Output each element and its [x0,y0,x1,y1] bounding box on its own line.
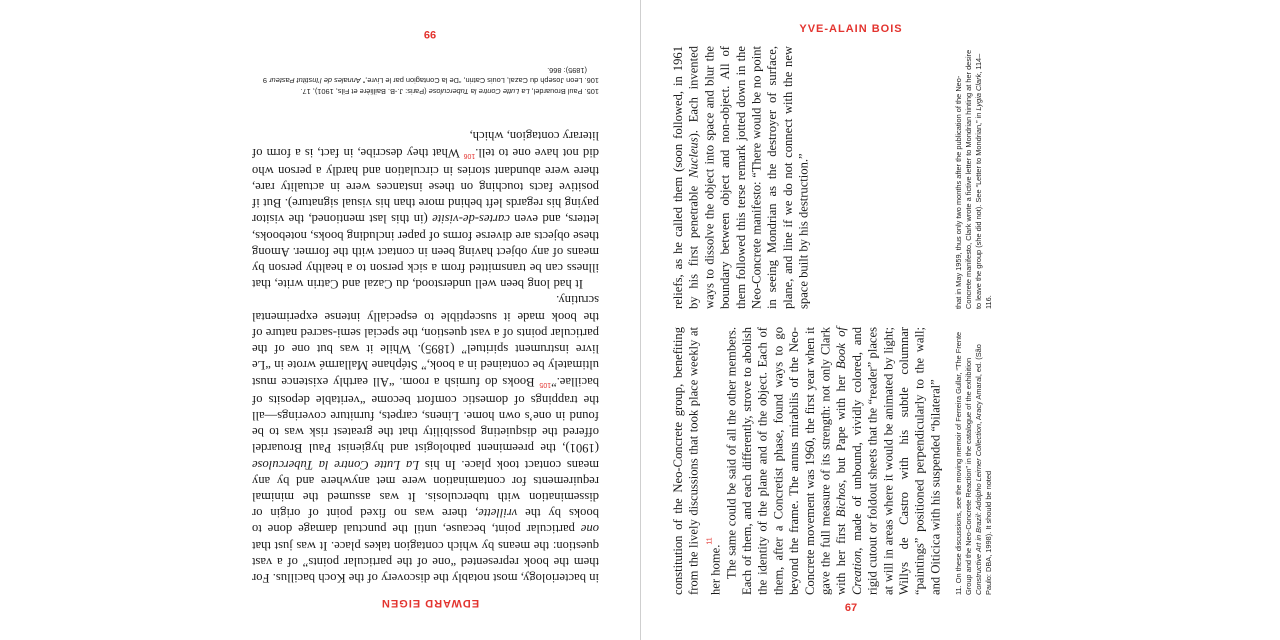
text-run: , Aracy Amaral, ed. (São Paulo: DBA, 1998). It should be noted [974,344,993,595]
left-page-number: 99 [423,28,437,40]
text-run: in bacteriology, most notably the discovery of the Koch bacillus. For them the book represented “one of the particular points” of a vast question: the means by which contagion takes place. It was just that [252,538,599,585]
text-run: , made of unbound, vividly colored, and rigid cutout or foldout sheets that the “reader” places at will in areas where it would be animated by light; Willys de Castro with his subtle columnar “paintings” positioned perpendicularly to the wall; and Oiticica with his suspended “bilateral” [849,327,943,595]
text-run: , but Pape with her [834,369,849,483]
italic-text: Annales de l’Institut Pasteur [269,76,361,85]
body-paragraph [252,292,599,586]
text-run: What they describe, in fact, is a form of literary contagion, which, [252,129,599,160]
text-run: The same could be said of all the other members. Each of them, and each differently, strove to abolish the identity of the plane and of the object. Each of them, after a Concretist phase, found ways to go beyond the frame. The annus mirabilis of the Neo-Concrete movement was 1960, the first year when it gave the full measure of its strength: not only Clark with her first [724,327,849,595]
text-run: , there was no fixed point of origin or dissemination with tuberculosis. It was assumed the minimal requirements for contamination were met anywhere and by any means contact took place. In his [252,457,599,521]
footnote [954,327,994,595]
text-run: 9 (1895): 866. [262,66,587,85]
text-run: that in May 1959, thus only two months after the publication of the Neo-Concrete manifesto, Clark wrote a fictive letter to Mondrian hinting at her desire to leave the group (she did not). See “Letter to Mondrian,” in [954,49,983,309]
right-body-column-1 [671,327,943,595]
footnote [954,46,994,309]
text-run: (1901), the preeminent pathologist and hygienist Paul Brouardel offered the disquieting possibility that the greatest risk was to be found in one’s own home. Linens, carpets, furniture coverings—all the trappings of domestic comfort become “veritable deposits of bacillae.” [252,374,599,456]
italic-text: one [580,522,599,537]
footnote-reference: 11 [706,537,714,545]
text-run: Books do furnish a room. “All earthly existence must ultimately be contained in a book,” Stéphane Mallarmé wrote in “Le livre instrument spirituel” (1895). While it was but one of the particular points of a vast question, the special semi-sacred nature of the book made it susceptible to especially intense experimental scrutiny. [252,293,599,389]
italic-text: Nucleus [686,137,701,178]
italic-text: La Lutte Contre la Tuberculose [252,457,420,472]
italic-text: Constructive Art in Brazil: Adolpho Leirner Collection [974,423,983,595]
right-running-head: YVE-ALAIN BOIS [799,23,903,35]
left-body-text [252,128,599,586]
right-footnote-column-2 [954,46,1022,309]
body-paragraph [671,46,812,309]
italic-text: Bichos [834,482,849,518]
text-run: 105. Paul Brouardel, [529,87,599,96]
left-page-rotated-content [221,0,639,640]
italic-text: La Lutte Contre la Tuberculose [428,87,530,96]
italic-text: vrillette [478,506,518,521]
right-body-column-2 [671,46,936,309]
text-run: 11. On these discussions, see the moving memoir of Ferreira Gullar, “The Frente Group and the Neo-Concrete Reaction” in the catalogue of the exhibition [954,331,973,595]
text-run: constitution of the Neo-Concrete group, benefiting from the lively discussions that took place weekly at her home. [671,327,723,595]
text-run: , 114–116. [974,53,993,309]
text-run: ). Each invented ways to dissolve the object into space and blur the boundary between object and non-object. All of them followed this terse remark jotted down in the Neo-Concrete manifesto: “There would be no point in seeing Mondrian as the destroyer of surface, plane, and line if we do not connect with the new space built by his destruction.” [686,46,811,309]
footnote [252,65,599,85]
text-run: It had long been well understood, du Cazal and Catrin write, that illness can be transmitted from a sick person to a healthy person by means of any object having been in contact with the former. Among these objects are diverse forms of paper including books, notebooks, letters, and even [252,212,599,292]
left-footnotes [252,64,599,96]
italic-text: cartes-de-visite [432,212,510,227]
text-run: (in this last mentioned, the visitor paying his regards left behind more than his visual signature). But if positive facts touching on these instances were in actuality rare, there were abundant stories in circulation and hardly a person who did not have one to tell. [252,145,599,227]
footnote-reference: 106 [463,151,476,159]
right-footnote-column-1 [954,327,1022,595]
body-paragraph [671,327,724,595]
italic-text: Lygia Clark [974,73,983,111]
footnote-reference: 105 [539,380,552,388]
body-paragraph [724,327,944,595]
left-running-head: EDWARD EIGEN [380,597,480,609]
right-page-number: 67 [844,602,858,614]
text-run: (Paris: J.-B. Baillière et Fils, 1901), 17. [300,87,429,96]
text-run: particular point, because, until the punctual damage done to books by the [252,506,599,537]
right-page [640,0,1061,640]
italic-text: Book of Creation [834,327,864,595]
footnote [252,86,599,96]
left-page [221,0,639,640]
text-run: 106. Leon Joseph du Cazal, Louis Catrin, “De la Contagion par le Livre,” [360,76,599,85]
text-run: reliefs, as he called them (soon followed, in 1961 by his first penetrable [671,46,701,309]
body-paragraph [252,128,599,292]
